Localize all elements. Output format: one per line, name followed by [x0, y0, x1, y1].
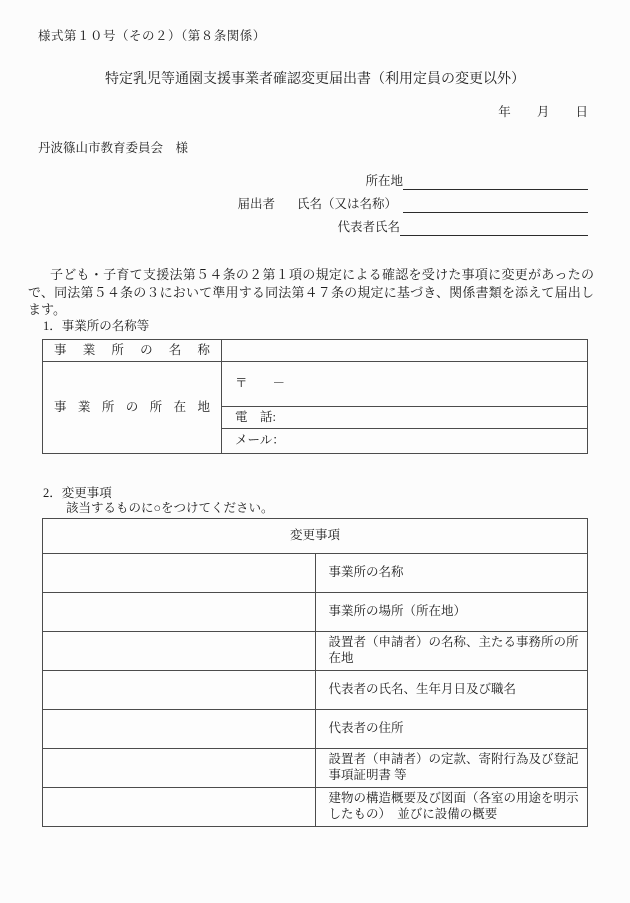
change-item-label: 代表者の氏名、生年月日及び職名	[315, 671, 588, 710]
submitter-prefix-label: 届出者	[237, 197, 275, 212]
change-item-label: 設置者（申請者）の名称、主たる事務所の所在地	[315, 632, 588, 671]
table-row	[43, 671, 588, 710]
table-row	[43, 593, 588, 632]
phone-label: 電 話:	[235, 409, 276, 424]
change-item-label: 事業所の場所（所在地）	[315, 593, 588, 632]
submitter-name-label: 氏名（又は名称）	[296, 197, 397, 212]
table-row	[43, 632, 588, 671]
submitter-name-fill-line[interactable]	[403, 196, 588, 213]
date-year-label: 年	[498, 105, 511, 119]
section1-heading: 1．事業所の名称等	[43, 319, 150, 333]
change-item-label: 建物の構造概要及び図面（各室の用途を明示したもの） 並びに設備の概要	[315, 788, 588, 827]
mark-cell[interactable]	[43, 710, 316, 749]
change-item-label: 代表者の住所	[315, 710, 588, 749]
table-row	[43, 749, 588, 788]
date-day-label: 日	[575, 105, 588, 119]
office-address-label: 事業所の所在地	[43, 362, 222, 454]
page-title: 特定乳児等通園支援事業者確認変更届出書（利用定員の変更以外）	[105, 72, 525, 87]
mark-cell[interactable]	[43, 632, 316, 671]
change-items-header-row	[43, 519, 588, 554]
mail-label: メール：	[235, 433, 285, 448]
change-items-header: 変更事項	[43, 519, 588, 554]
date-month-label: 月	[536, 105, 550, 119]
mail-input-cell[interactable]	[222, 429, 588, 454]
postal-code-input-cell[interactable]	[222, 362, 588, 407]
representative-name-fill-line[interactable]	[400, 219, 588, 236]
submitter-name-row	[237, 190, 588, 213]
office-name-row	[43, 340, 588, 362]
submitter-address-row	[237, 167, 588, 190]
postal-mark: 〒 －	[235, 376, 286, 391]
date-line	[498, 105, 588, 121]
submitter-address-fill-line[interactable]	[403, 173, 588, 190]
change-item-label: 事業所の名称	[315, 554, 588, 593]
phone-input-cell[interactable]	[222, 407, 588, 429]
addressee: 丹波篠山市教育委員会 様	[38, 141, 189, 155]
section2-heading: 2．変更事項	[43, 486, 112, 500]
body-paragraph: 子ども・子育て支援法第５４条の２第１項の規定による確認を受けた事項に変更があったので、同法第５４条の３において準用する同法第４７条の規定に基づき、関係書類を添えて届出します。	[28, 267, 594, 317]
table-row	[43, 554, 588, 593]
change-items-table	[42, 518, 588, 827]
section2-note: 該当するものに○をつけてください。	[66, 501, 274, 515]
submitter-block	[237, 167, 588, 236]
mark-cell[interactable]	[43, 554, 316, 593]
submitter-address-label: 所在地	[365, 174, 403, 189]
table-row	[43, 788, 588, 827]
office-info-table	[42, 339, 588, 454]
representative-name-label: 代表者氏名	[337, 220, 400, 235]
mark-cell[interactable]	[43, 593, 316, 632]
submitter-representative-row	[237, 213, 588, 236]
mark-cell[interactable]	[43, 671, 316, 710]
office-name-label: 事業所の名称	[43, 340, 222, 362]
mark-cell[interactable]	[43, 788, 316, 827]
form-number: 様式第１０号（その２）（第８条関係）	[38, 29, 266, 43]
mark-cell[interactable]	[43, 749, 316, 788]
office-name-input-cell[interactable]	[222, 340, 588, 362]
change-item-label: 設置者（申請者）の定款、寄附行為及び登記事項証明書 等	[315, 749, 588, 788]
office-address-postal-row	[43, 362, 588, 407]
table-row	[43, 710, 588, 749]
